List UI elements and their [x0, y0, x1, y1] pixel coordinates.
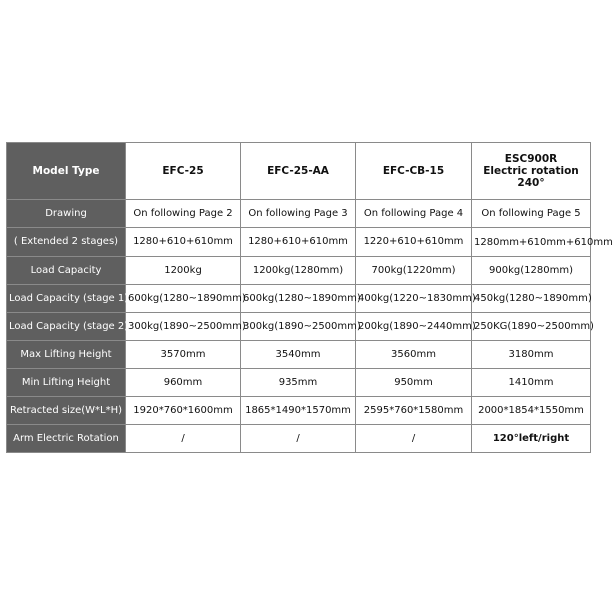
table-row-load-capacity-stage-2: [7, 313, 591, 341]
table-row-load-capacity-stage-1: [7, 285, 591, 313]
row-label: Drawing: [7, 200, 126, 228]
table-row-extended-stages: [7, 228, 591, 257]
model-header-efc-25-aa: [241, 143, 356, 200]
row-label: ( Extended 2 stages): [7, 228, 126, 257]
table-cell: 600kg(1280~1890mm): [126, 285, 241, 313]
table-cell: 950mm: [356, 369, 472, 397]
row-label: Max Lifting Height: [7, 341, 126, 369]
table-cell: 935mm: [241, 369, 356, 397]
model-name: EFC-25-AA: [267, 165, 329, 177]
model-header-efc-cb-15: [356, 143, 472, 200]
table-cell: 2000*1854*1550mm: [472, 397, 591, 425]
table-cell: 1200kg: [126, 257, 241, 285]
table-cell: 1280+610+610mm: [241, 228, 356, 257]
specification-table: [6, 142, 613, 453]
table-cell: 300kg(1890~2500mm): [241, 313, 356, 341]
model-subtitle: Electric rotation 240°: [483, 165, 579, 189]
table-cell: 450kg(1280~1890mm): [472, 285, 591, 313]
row-label: Retracted size(W*L*H): [7, 397, 126, 425]
table-cell: 3540mm: [241, 341, 356, 369]
table-row-retracted-size: [7, 397, 591, 425]
table-cell: /: [241, 425, 356, 453]
table-cell: 1920*760*1600mm: [126, 397, 241, 425]
model-name: EFC-25: [162, 165, 204, 177]
model-name: EFC-CB-15: [382, 165, 445, 177]
table-cell: 900kg(1280mm): [472, 257, 591, 285]
table-cell: 600kg(1280~1890mm): [241, 285, 356, 313]
table-cell: On following Page 2: [126, 200, 241, 228]
row-label: Load Capacity (stage 1): [7, 285, 126, 313]
table-cell: 1280mm+610mm+610mm: [472, 228, 591, 257]
model-name: ESC900R: [504, 153, 558, 165]
table-cell: /: [356, 425, 472, 453]
table-cell: 960mm: [126, 369, 241, 397]
table-cell: 3560mm: [356, 341, 472, 369]
table-cell: 1410mm: [472, 369, 591, 397]
table-row-load-capacity: [7, 257, 591, 285]
table-cell: 2595*760*1580mm: [356, 397, 472, 425]
table-cell: 1865*1490*1570mm: [241, 397, 356, 425]
row-label: Min Lifting Height: [7, 369, 126, 397]
table-row-arm-electric-rotation: [7, 425, 591, 453]
table-cell: On following Page 5: [472, 200, 591, 228]
table-cell: 1220+610+610mm: [356, 228, 472, 257]
table-row-max-lifting-height: [7, 341, 591, 369]
table-cell: 1200kg(1280mm): [241, 257, 356, 285]
table-cell: 200kg(1890~2440mm): [356, 313, 472, 341]
table-cell: 1280+610+610mm: [126, 228, 241, 257]
row-label: Load Capacity: [7, 257, 126, 285]
model-header-efc-25: [126, 143, 241, 200]
model-type-header: Model Type: [7, 143, 126, 200]
table-cell: 400kg(1220~1830mm): [356, 285, 472, 313]
table-cell: On following Page 3: [241, 200, 356, 228]
header-row: [7, 143, 591, 200]
table-row-drawing: [7, 200, 591, 228]
row-label: Arm Electric Rotation: [7, 425, 126, 453]
model-header-esc900r: [472, 143, 591, 200]
table-cell: 250KG(1890~2500mm): [472, 313, 591, 341]
table-cell: On following Page 4: [356, 200, 472, 228]
table-cell: 3570mm: [126, 341, 241, 369]
table-row-min-lifting-height: [7, 369, 591, 397]
table-cell: 120°left/right: [472, 425, 591, 453]
table-cell: /: [126, 425, 241, 453]
table-cell: 3180mm: [472, 341, 591, 369]
table-cell: 700kg(1220mm): [356, 257, 472, 285]
table-cell: 300kg(1890~2500mm): [126, 313, 241, 341]
row-label: Load Capacity (stage 2): [7, 313, 126, 341]
